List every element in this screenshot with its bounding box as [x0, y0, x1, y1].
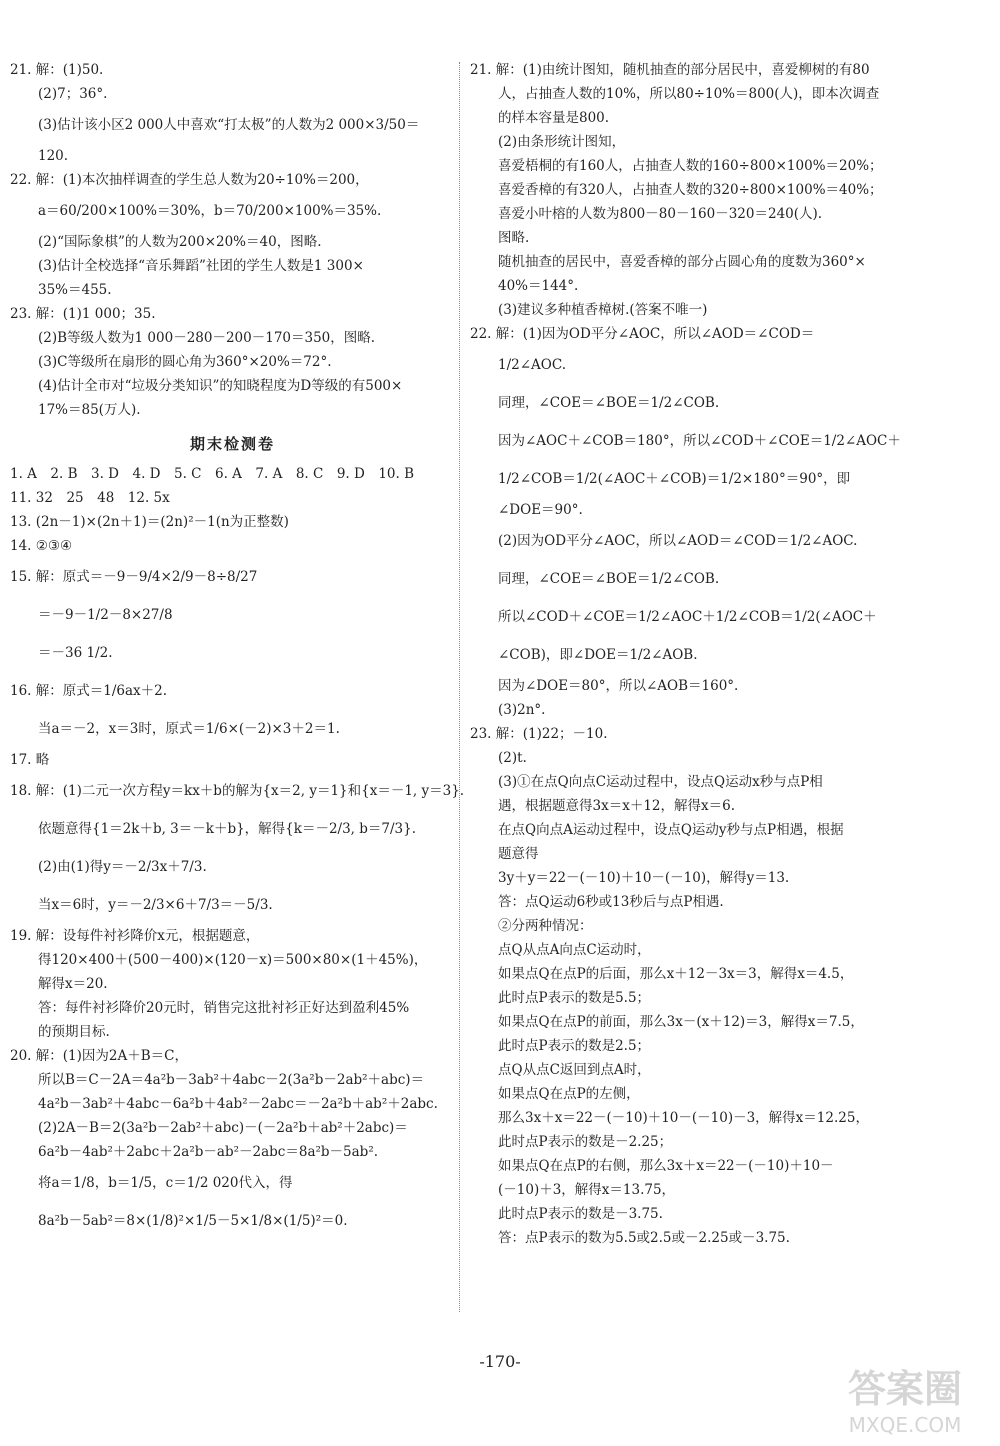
text-line: ②分两种情况：: [498, 918, 593, 934]
text-line: 点Q从点C返回到点A时，: [498, 1062, 651, 1078]
text-line: ＝－9－1/2－8×27/8: [38, 607, 173, 623]
text-line: 21. 解：(1)由统计图知，随机抽查的部分居民中，喜爱柳树的有80: [470, 62, 870, 78]
text-line: 那么3x＋x＝22－(－10)＋10－(－10)－3，解得x＝12.25，: [498, 1110, 869, 1126]
text-line: (2)2A－B＝2(3a²b－2ab²＋abc)－(－2a²b＋ab²＋2abc)＝: [38, 1120, 408, 1136]
right-column: [470, 58, 915, 1250]
text-line: 8a²b－5ab²＝8×(1/8)²×1/5－5×1/8×(1/5)²＝0.: [38, 1213, 348, 1229]
text-line: 如果点Q在点P的前面，那么3x－(x＋12)＝3，解得x＝7.5，: [498, 1014, 864, 1030]
text-line: 遇，根据题意得3x＝x＋12，解得x＝6.: [498, 798, 735, 814]
text-line: 1. A 2. B 3. D 4. D 5. C 6. A 7. A 8. C 9. D 10. B: [10, 466, 415, 482]
text-line: (3)2n°.: [498, 702, 546, 718]
text-line: 20. 解：(1)因为2A＋B＝C，: [10, 1048, 188, 1064]
text-line: 17. 略: [10, 752, 50, 768]
text-line: 喜爱梧桐的有160人，占抽查人数的160÷800×100%＝20%；: [498, 158, 883, 174]
text-line: ＝－36 1/2.: [38, 645, 113, 661]
text-line: 35%＝455.: [38, 282, 112, 298]
text-line: 21. 解：(1)50.: [10, 62, 104, 78]
text-line: 23. 解：(1)22；－10.: [470, 726, 608, 742]
text-line: 喜爱小叶榕的人数为800－80－160－320＝240(人).: [498, 206, 823, 222]
column-divider: [459, 62, 460, 1312]
text-line: 13. (2n－1)×(2n＋1)＝(2n)²－1(n为正整数): [10, 514, 289, 530]
text-line: (－10)＋3，解得x＝13.75，: [498, 1182, 676, 1198]
section-title: 期末检测卷: [189, 435, 275, 453]
left-column: [10, 58, 465, 1240]
text-line: 答：每件衬衫降价20元时，销售完这批衬衫正好达到盈利45%: [38, 1000, 410, 1016]
text-line: 17%＝85(万人).: [38, 402, 141, 418]
text-line: 在点Q向点A运动过程中，设点Q运动y秒与点P相遇，根据: [498, 822, 844, 838]
text-line: 答：点Q运动6秒或13秒后与点P相遇.: [498, 894, 724, 910]
text-line: (3)建议多种植香樟树.(答案不唯一): [498, 302, 708, 318]
text-line: 22. 解：(1)因为OD平分∠AOC，所以∠AOD＝∠COD＝: [470, 326, 815, 342]
text-line: (2)t.: [498, 750, 527, 766]
text-line: 如果点Q在点P的后面，那么x＋12－3x＝3，解得x＝4.5，: [498, 966, 854, 982]
text-line: (3)①在点Q向点C运动过程中，设点Q运动x秒与点P相: [498, 774, 823, 790]
text-line: 随机抽查的居民中，喜爱香樟的部分占圆心角的度数为360°×: [498, 254, 866, 270]
text-line: 11. 32 25 48 12. 5x: [10, 490, 170, 506]
text-line: 同理，∠COE＝∠BOE＝1/2∠COB.: [498, 395, 720, 411]
text-line: (4)估计全市对“垃圾分类知识”的知晓程度为D等级的有500×: [38, 378, 403, 394]
text-line: 得120×400＋(500－400)×(120－x)＝500×80×(1＋45%)，: [38, 952, 428, 968]
text-line: (3)估计该小区2 000人中喜欢“打太极”的人数为2 000×3/50＝: [38, 117, 420, 133]
text-line: 此时点P表示的数是－2.25；: [498, 1134, 673, 1150]
svg-text:答案圈: 答案圈: [847, 1367, 963, 1411]
text-line: 1/2∠COB＝1/2(∠AOC＋∠COB)＝1/2×180°＝90°，即: [498, 471, 851, 487]
text-line: (2)7；36°.: [38, 86, 108, 102]
svg-text:MXQE.COM: MXQE.COM: [848, 1413, 962, 1437]
text-line: (2)因为OD平分∠AOC，所以∠AOD＝∠COD＝1/2∠AOC.: [498, 533, 858, 549]
text-line: 因为∠AOC＋∠COB＝180°，所以∠COD＋∠COE＝1/2∠AOC＋: [498, 433, 901, 449]
text-line: 14. ②③④: [10, 538, 73, 554]
text-line: 将a＝1/8，b＝1/5，c＝1/2 020代入，得: [38, 1175, 293, 1191]
text-line: 6a²b－4ab²＋2abc＋2a²b－ab²－2abc＝8a²b－5ab².: [38, 1144, 379, 1160]
text-line: 点Q从点A向点C运动时，: [498, 942, 651, 958]
text-line: 的预期目标.: [38, 1024, 110, 1040]
text-line: 同理，∠COE＝∠BOE＝1/2∠COB.: [498, 571, 720, 587]
text-line: 此时点P表示的数是－3.75.: [498, 1206, 663, 1222]
text-line: 此时点P表示的数是2.5；: [498, 1038, 651, 1054]
page-number: -170-: [479, 1352, 521, 1371]
text-line: 人，占抽查人数的10%，所以80÷10%＝800(人)，即本次调查: [498, 86, 880, 102]
text-line: 所以B＝C－2A＝4a²b－3ab²＋4abc－2(3a²b－2ab²＋abc)＝: [38, 1072, 425, 1088]
text-line: 喜爱香樟的有320人，占抽查人数的320÷800×100%＝40%；: [498, 182, 883, 198]
text-line: 解得x＝20.: [38, 976, 108, 992]
text-line: (2)B等级人数为1 000－280－200－170＝350，图略.: [38, 330, 376, 346]
text-line: 3y＋y＝22－(－10)＋10－(－10)，解得y＝13.: [498, 870, 790, 886]
text-line: 40%＝144°.: [498, 278, 579, 294]
text-line: ∠DOE＝90°.: [498, 502, 583, 518]
text-line: (2)由条形统计图知，: [498, 134, 626, 150]
text-line: 依题意得{1＝2k＋b, 3＝－k＋b}，解得{k＝－2/3, b＝7/3}.: [38, 821, 416, 837]
text-line: (3)估计全校选择“音乐舞蹈”社团的学生人数是1 300×: [38, 258, 364, 274]
text-line: 15. 解：原式＝－9－9/4×2/9－8÷8/27: [10, 569, 258, 585]
text-line: 如果点Q在点P的右侧，那么3x＋x＝22－(－10)＋10－: [498, 1158, 834, 1174]
text-line: 当x＝6时，y＝－2/3×6＋7/3＝－5/3.: [38, 897, 273, 913]
text-line: 当a＝－2，x＝3时，原式＝1/6×(－2)×3＋2＝1.: [38, 721, 340, 737]
text-line: 19. 解：设每件衬衫降价x元，根据题意，: [10, 928, 260, 944]
text-line: 图略.: [498, 230, 530, 246]
text-line: 因为∠DOE＝80°，所以∠AOB＝160°.: [498, 678, 739, 694]
text-line: 此时点P表示的数是5.5；: [498, 990, 651, 1006]
text-line: 23. 解：(1)1 000；35.: [10, 306, 156, 322]
text-line: (3)C等级所在扇形的圆心角为360°×20%＝72°.: [38, 354, 332, 370]
text-line: 120.: [38, 148, 69, 164]
text-line: 如果点Q在点P的左侧，: [498, 1086, 640, 1102]
text-line: a＝60/200×100%＝30%，b＝70/200×100%＝35%.: [38, 203, 382, 219]
text-line: 所以∠COD＋∠COE＝1/2∠AOC＋1/2∠COB＝1/2(∠AOC＋: [498, 609, 877, 625]
text-line: ∠COB)，即∠DOE＝1/2∠AOB.: [498, 647, 698, 663]
text-line: 题意得: [498, 846, 539, 862]
text-line: 4a²b－3ab²＋4abc－6a²b＋4ab²－2abc＝－2a²b＋ab²＋2abc.: [38, 1096, 438, 1112]
text-line: 答：点P表示的数为5.5或2.5或－2.25或－3.75.: [498, 1230, 790, 1246]
text-line: 18. 解：(1)二元一次方程y＝kx＋b的解为{x＝2, y＝1}和{x＝－1, y＝3}.: [10, 783, 465, 799]
watermark-logo: [820, 1360, 990, 1440]
text-line: (2)“国际象棋”的人数为200×20%＝40，图略.: [38, 234, 322, 250]
text-line: 的样本容量是800.: [498, 110, 610, 126]
text-line: (2)由(1)得y＝－2/3x＋7/3.: [38, 859, 207, 875]
text-line: 22. 解：(1)本次抽样调查的学生总人数为20÷10%＝200，: [10, 172, 369, 188]
text-line: 1/2∠AOC.: [498, 357, 566, 373]
text-line: 16. 解：原式＝1/6ax＋2.: [10, 683, 168, 699]
